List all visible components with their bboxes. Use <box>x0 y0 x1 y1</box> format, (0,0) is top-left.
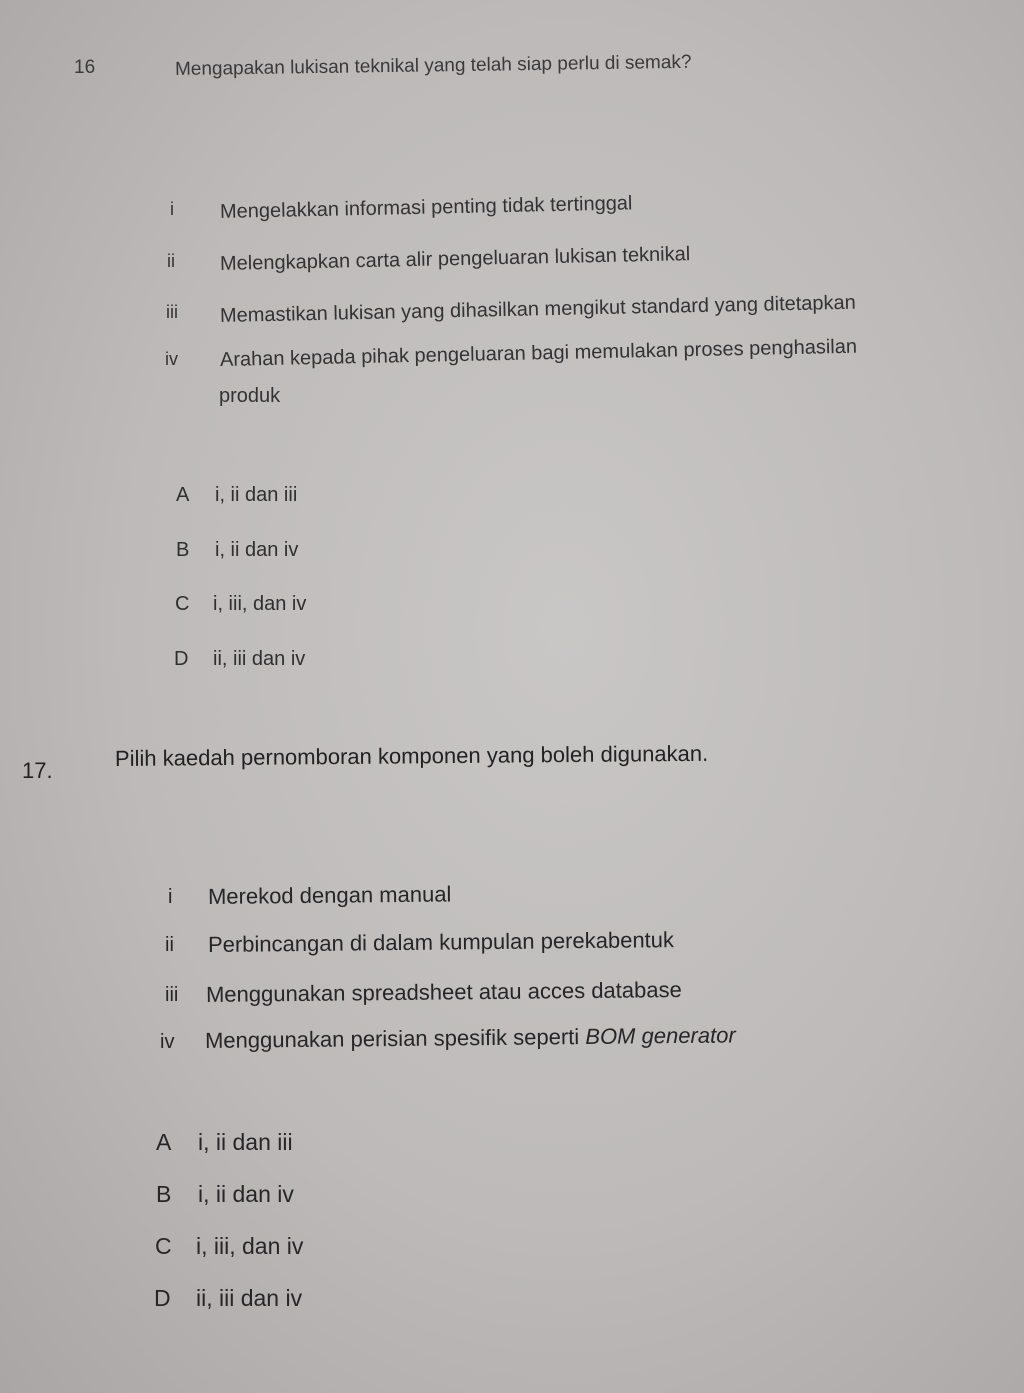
statement-text: Mengelakkan informasi penting tidak tertinggal <box>219 192 633 223</box>
question-number: 16 <box>74 57 96 78</box>
statement-text-plain: Menggunakan perisian spesifik seperti <box>204 1024 580 1053</box>
statement-roman: i <box>168 886 173 908</box>
option-text: ii, iii dan iv <box>196 1285 303 1311</box>
statement-roman: ii <box>165 934 174 956</box>
option-text: i, ii dan iv <box>198 1181 294 1207</box>
option-text: i, ii dan iv <box>215 539 299 561</box>
option-text: i, ii dan iii <box>215 484 298 506</box>
option-letter: C <box>155 1233 172 1259</box>
question-number: 17. <box>22 758 53 783</box>
statement-text: Perbincangan di dalam kumpulan perekabentuk <box>207 927 675 957</box>
option-letter: C <box>175 593 190 615</box>
statement-text: Melengkapkan carta alir pengeluaran lukisan teknikal <box>219 243 691 275</box>
question-stem: Pilih kaedah pernomboran komponen yang boleh digunakan. <box>114 740 709 771</box>
option-text: ii, iii dan iv <box>213 648 306 670</box>
statement-text <box>205 1024 736 1052</box>
statement-text-italic: BOM generator <box>585 1022 736 1050</box>
option-letter: D <box>174 648 189 670</box>
statement-text: Memastikan lukisan yang dihasilkan mengikut standard yang ditetapkan <box>219 291 857 327</box>
option-letter: B <box>176 539 190 561</box>
option-text: i, ii dan iii <box>198 1129 293 1155</box>
option-letter: A <box>156 1129 172 1155</box>
statement-text: Menggunakan spreadsheet atau acces database <box>205 977 682 1007</box>
statement-roman: iv <box>165 349 178 369</box>
question-stem: Mengapakan lukisan teknikal yang telah siap perlu di semak? <box>174 51 692 80</box>
statement-roman: iii <box>165 984 179 1006</box>
option-letter: A <box>176 484 190 506</box>
statement-text: Merekod dengan manual <box>207 881 452 909</box>
statement-roman: i <box>170 199 174 219</box>
option-text: i, iii, dan iv <box>196 1233 304 1259</box>
statement-text-continued: produk <box>219 385 281 407</box>
statement-roman: iv <box>160 1031 175 1053</box>
option-letter: D <box>154 1285 171 1311</box>
statement-roman: iii <box>166 302 178 322</box>
statement-roman: ii <box>167 251 175 271</box>
statement-text: Arahan kepada pihak pengeluaran bagi memulakan proses penghasilan <box>219 335 858 371</box>
option-text: i, iii, dan iv <box>213 593 307 615</box>
option-letter: B <box>156 1181 172 1207</box>
